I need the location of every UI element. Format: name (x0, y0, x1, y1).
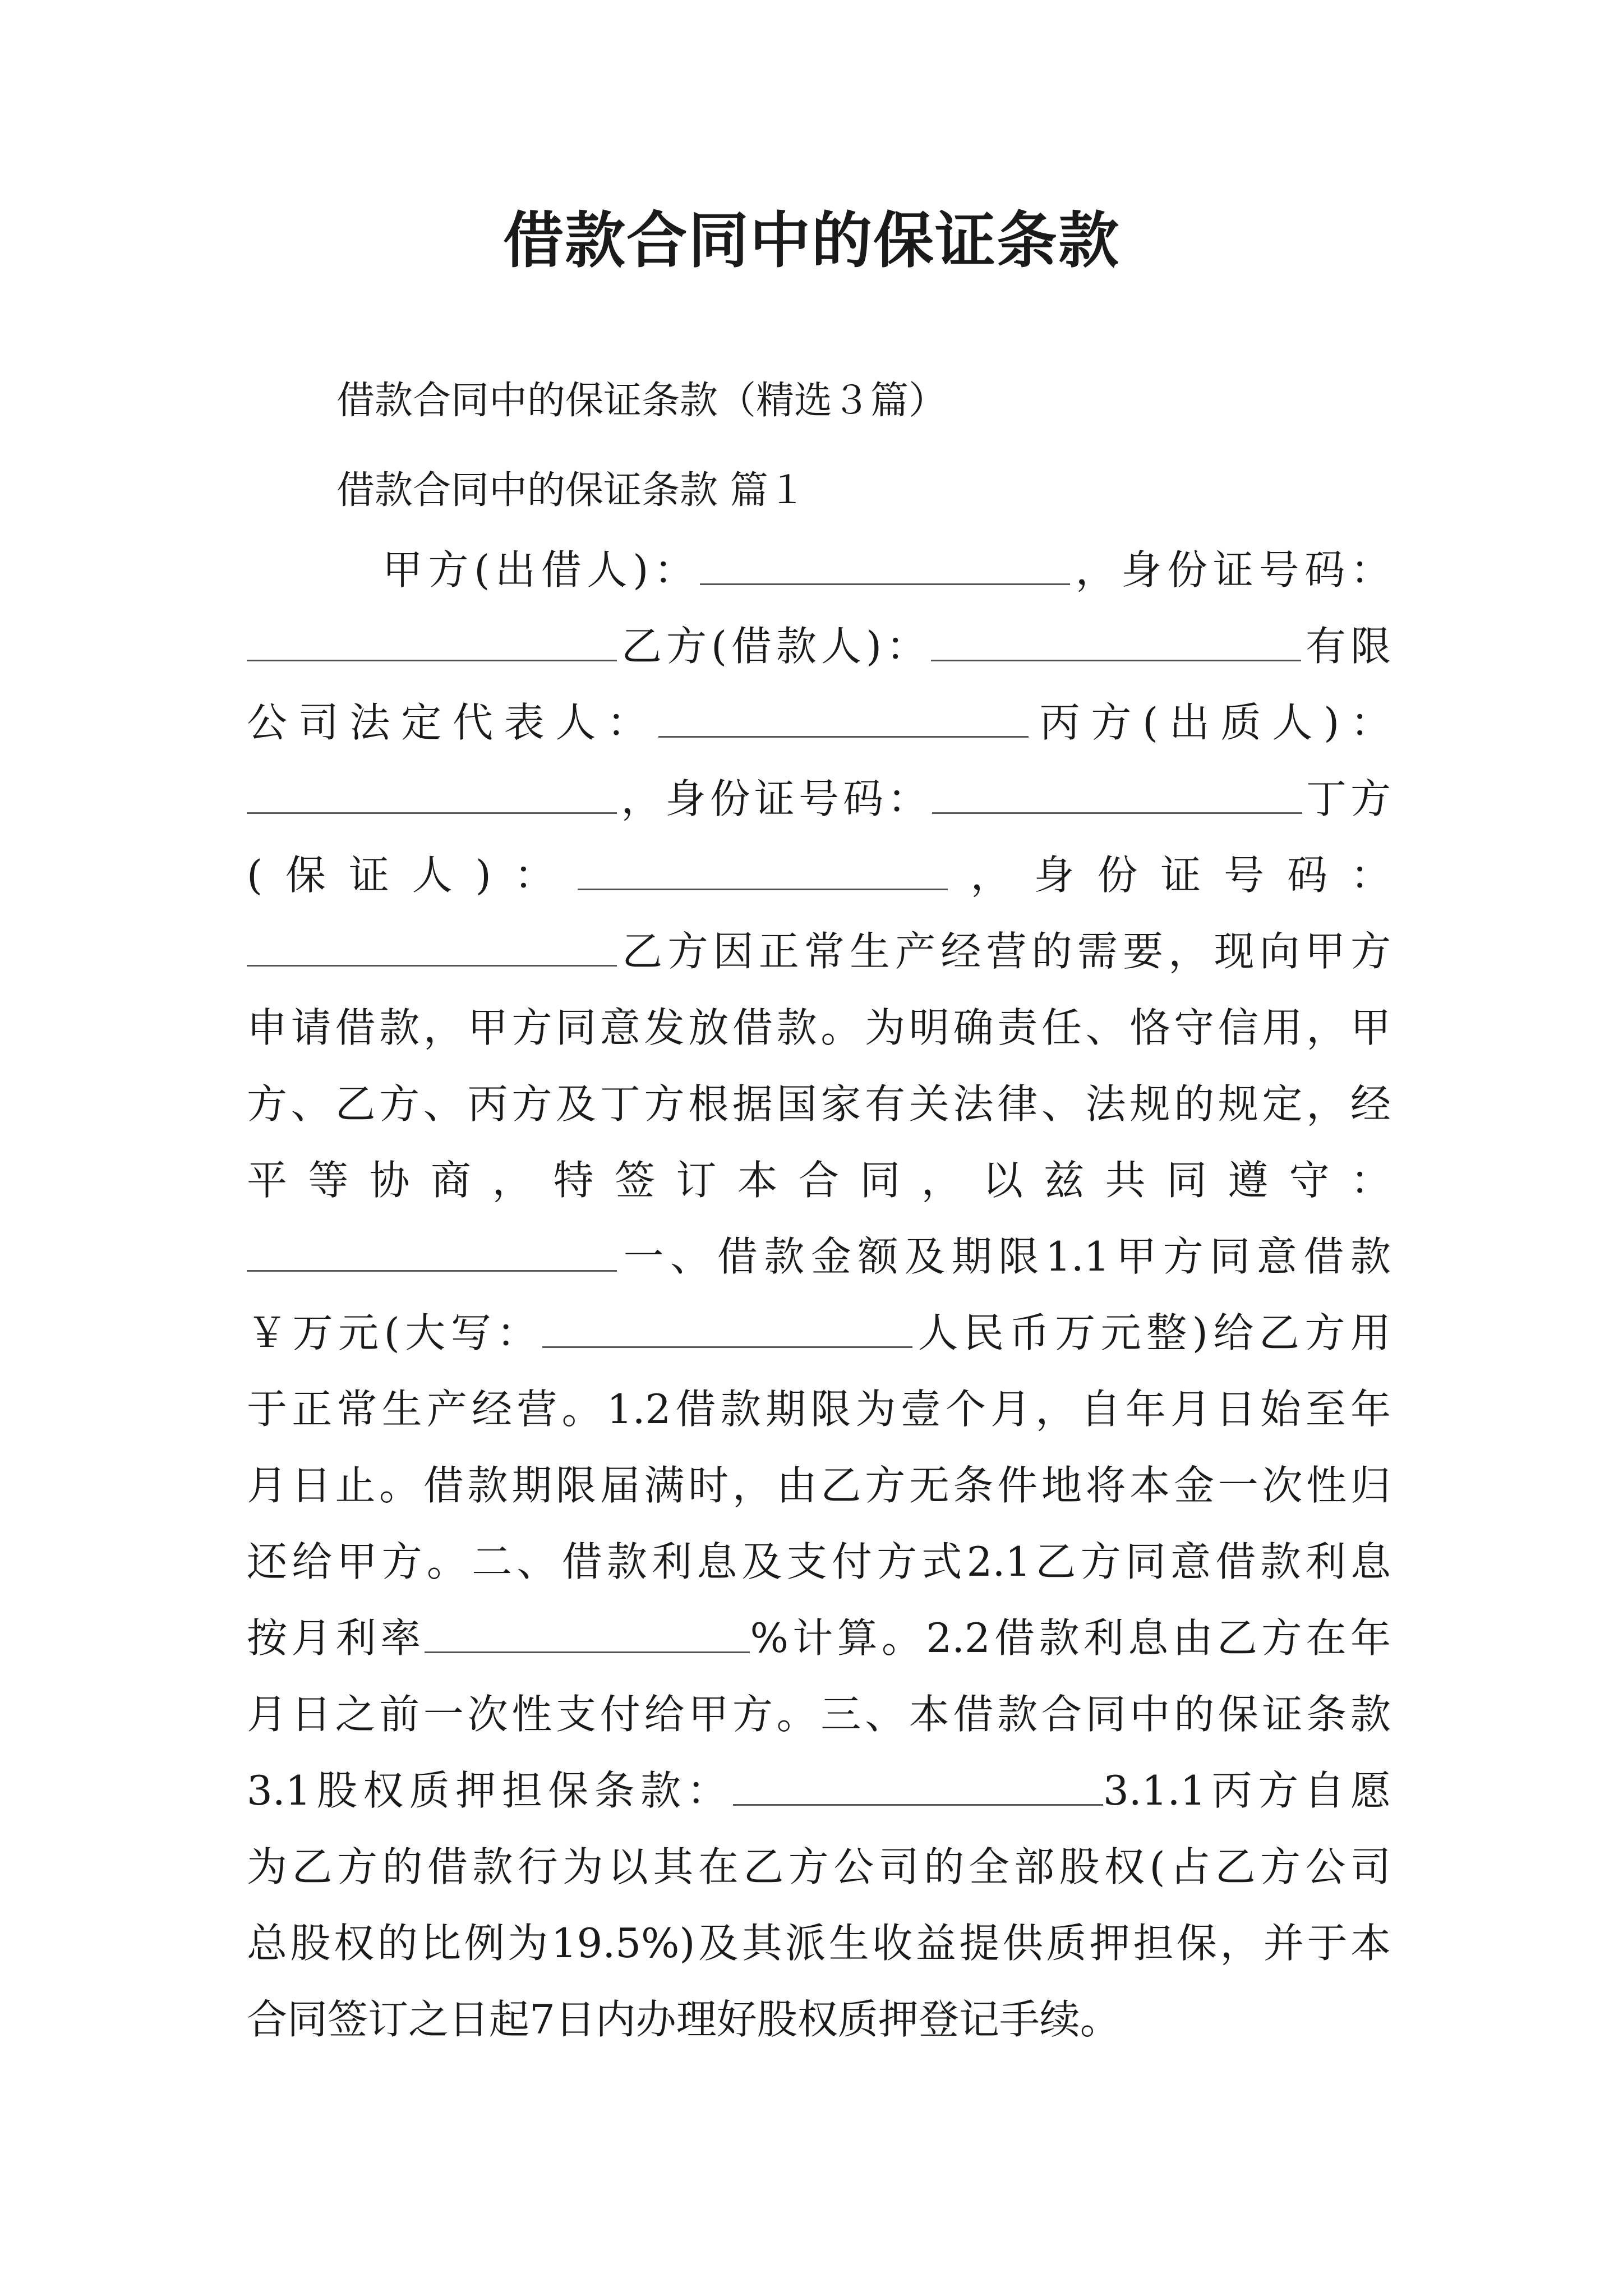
blank-field (932, 779, 1302, 814)
blank-field (542, 1313, 912, 1348)
body-line: 3.1股权质押担保条款： 3.1.1丙方自愿 (247, 1767, 1391, 1814)
body-line: 方、乙方、丙方及丁方根据国家有关法律、法规的规定，经 (247, 1080, 1391, 1128)
blank-field (700, 550, 1070, 585)
body-line: 合同签订之日起7日内办理好股权质押登记手续。 (247, 1996, 1121, 2043)
party-a-line: 甲方(出借人)： ，身份证号码： (336, 546, 1391, 593)
subtitle-selected: 借款合同中的保证条款（精选３篇） (336, 379, 947, 423)
blank-field (658, 702, 1029, 738)
legal-rep-line: 公司法定代表人： 丙方(出质人)： (247, 699, 1391, 746)
body-line: 乙方因正常生产经营的需要，现向甲方 (247, 913, 1391, 990)
body-line: 为乙方的借款行为以其在乙方公司的全部股权(占乙方公司 (247, 1843, 1391, 1890)
body-line: 于正常生产经营。1.2借款期限为壹个月，自年月日始至年 (247, 1386, 1391, 1433)
body-line: 按月利率 %计算。2.2借款利息由乙方在年 (247, 1614, 1391, 1662)
body-line: 一、借款金额及期限1.1甲方同意借款 (247, 1218, 1391, 1295)
blank-field (425, 1618, 750, 1653)
body-line: 总股权的比例为19.5%)及其派生收益提供质押担保，并于本 (247, 1920, 1391, 1967)
party-c-id-line: ，身份证号码： 丁方 (247, 761, 1391, 837)
document-title: 借款合同中的保证条款 (502, 206, 1120, 276)
subtitle-part-1: 借款合同中的保证条款 篇１ (336, 468, 806, 513)
body-line: 月日止。借款期限届满时，由乙方无条件地将本金一次性归 (247, 1462, 1391, 1509)
blank-field (247, 931, 617, 967)
blank-field (247, 626, 617, 661)
body-line: 还给甲方。二、借款利息及支付方式2.1乙方同意借款利息 (247, 1538, 1391, 1585)
body-line: 月日之前一次性支付给甲方。三、本借款合同中的保证条款 (247, 1691, 1391, 1738)
party-b-line: 乙方(借款人)： 有限 (247, 608, 1391, 684)
blank-field (247, 779, 617, 814)
guarantor-line: (保证人)： ，身份证号码： (247, 852, 1391, 899)
body-line: 平等协商，特签订本合同，以兹共同遵守： (247, 1157, 1391, 1204)
body-line: 申请借款，甲方同意发放借款。为明确责任、恪守信用，甲 (247, 1004, 1391, 1051)
blank-field (931, 626, 1301, 661)
body-line: ￥万元(大写： 人民币万元整)给乙方用 (247, 1309, 1391, 1356)
blank-field (247, 1236, 617, 1272)
blank-field (578, 855, 948, 890)
blank-field (733, 1770, 1103, 1806)
